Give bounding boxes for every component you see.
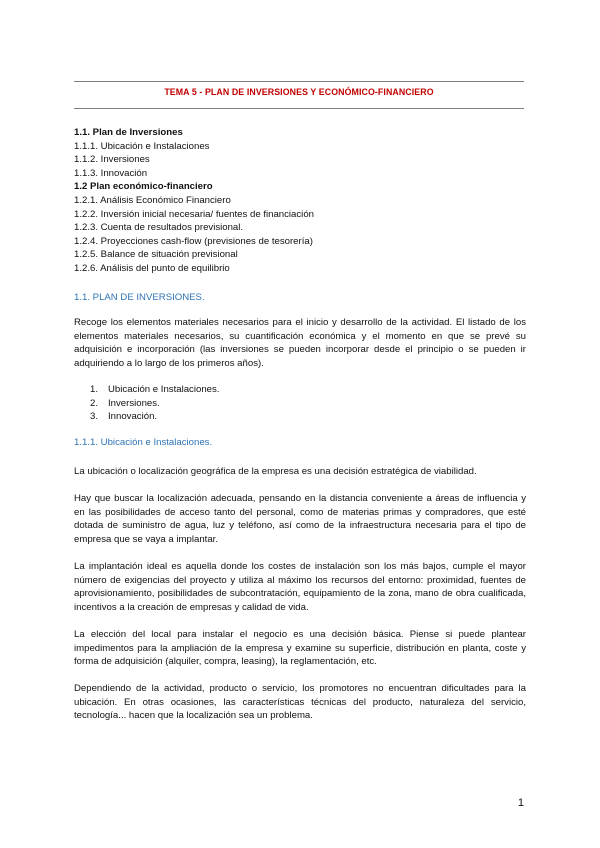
toc-item: 1.2.5. Balance de situación previsional: [74, 249, 238, 261]
section-heading-plan-inversiones: 1.1. PLAN DE INVERSIONES.: [74, 292, 205, 303]
toc-item: 1.1.2. Inversiones: [74, 154, 150, 166]
toc-item: 1.2.6. Análisis del punto de equilibrio: [74, 262, 230, 274]
toc-item: 1.1.1. Ubicación e Instalaciones: [74, 140, 210, 152]
toc-item: 1.1. Plan de Inversiones: [74, 127, 183, 138]
toc-item: 1.2.3. Cuenta de resultados previsional.: [74, 222, 244, 234]
table-of-contents: [74, 126, 524, 276]
document-title: TEMA 5 - PLAN DE INVERSIONES Y ECONÓMICO-FINANCIERO: [164, 87, 434, 97]
paragraph: Hay que buscar la localización adecuada, pensando en la distancia conveniente a áreas de influencia y en las posibilidades de acceso tanto del personal, como de materias primas y compradores, que esté dotada de suministro de agua, luz y teléfono, así como de la infraestructura necesaria para el tipo de empresa que se vaya a implantar.: [74, 493, 526, 545]
paragraph: Dependiendo de la actividad, producto o servicio, los promotores no encuentran dificultades para la ubicación. En otras ocasiones, las características técnicas del producto, naturaleza del servicio, tecnología... hacen que la localización sea un problema.: [74, 683, 526, 722]
paragraph: La implantación ideal es aquella donde los costes de instalación son los más bajos, cumple el mayor número de exigencias del proyecto y utiliza al máximo los recursos del entorno: proximidad, fuentes de aprovisionamiento, posibilidades de subcontratación, equipamiento de la zona, mano de obra cualificada, incentivos a la creación de empresas y calidad de vida.: [74, 561, 526, 613]
paragraph: La ubicación o localización geográfica de la empresa es una decisión estratégica de viabilidad.: [74, 466, 477, 477]
header-rule-bottom: [74, 108, 524, 109]
list-item: 1. Ubicación e Instalaciones.: [90, 384, 220, 395]
numbered-list: [90, 383, 219, 424]
toc-item: 1.2 Plan económico-financiero: [74, 181, 213, 193]
page-number: 1: [517, 797, 524, 809]
toc-item: 1.2.4. Proyecciones cash-flow (previsiones de tesorería): [74, 235, 313, 247]
list-item: 2. Inversiones.: [90, 397, 160, 409]
header-rule-top: [74, 81, 524, 82]
paragraph-intro: Recoge los elementos materiales necesarios para el inicio y desarrollo de la actividad. El listado de los elementos materiales necesarios, su cuantificación económica y el momento en que se prevé su adquisición e incorporación (las inversiones se pueden incorporar desde el principio o se pueden ir adquiriendo a lo largo de los primeros años).: [74, 317, 526, 369]
list-item: 3. Innovación.: [90, 411, 158, 423]
toc-item: 1.1.3. Innovación: [74, 167, 148, 179]
toc-item: 1.2.2. Inversión inicial necesaria/ fuentes de financiación: [74, 208, 314, 220]
paragraph: La elección del local para instalar el negocio es una decisión básica. Piense si puede plantear impedimentos para la ampliación de la empresa y examine su superficie, distribución en planta, coste y forma de adquisición (alquiler, compra, leasing), la reglamentación, etc.: [74, 629, 526, 668]
section-heading-ubicacion: 1.1.1. Ubicación e Instalaciones.: [74, 437, 213, 448]
toc-item: 1.2.1. Análisis Económico Financiero: [74, 194, 231, 206]
